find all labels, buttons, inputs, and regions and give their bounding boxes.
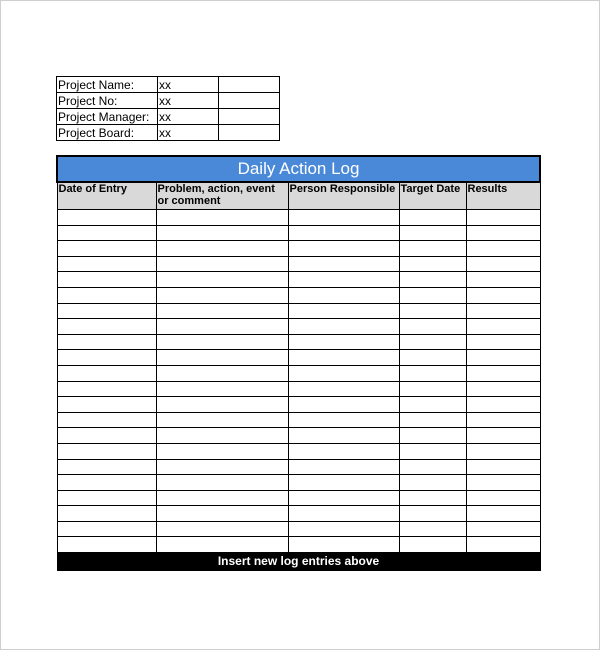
log-entry-cell[interactable] — [156, 397, 288, 413]
log-entry-cell[interactable] — [57, 521, 156, 537]
log-entry-cell[interactable] — [288, 381, 399, 397]
log-entry-cell[interactable] — [57, 256, 156, 272]
log-entry-cell[interactable] — [156, 521, 288, 537]
log-entry-cell[interactable] — [288, 272, 399, 288]
log-entry-cell[interactable] — [466, 225, 540, 241]
log-entry-row — [57, 272, 540, 288]
log-entry-cell[interactable] — [156, 475, 288, 491]
column-header-person-responsible: Person Responsible — [288, 182, 399, 210]
project-info-extra-cell[interactable] — [219, 77, 280, 93]
log-entry-row — [57, 365, 540, 381]
log-entry-cell[interactable] — [156, 319, 288, 335]
log-entry-cell[interactable] — [288, 350, 399, 366]
log-entry-cell[interactable] — [156, 225, 288, 241]
log-entry-cell[interactable] — [288, 365, 399, 381]
log-entry-cell[interactable] — [156, 537, 288, 553]
log-entry-cell[interactable] — [288, 334, 399, 350]
log-entry-row — [57, 521, 540, 537]
log-entry-cell[interactable] — [156, 272, 288, 288]
log-entry-cell[interactable] — [57, 319, 156, 335]
log-entry-row — [57, 241, 540, 257]
log-entry-cell[interactable] — [399, 506, 466, 522]
log-entry-cell[interactable] — [57, 428, 156, 444]
log-entry-cell[interactable] — [288, 225, 399, 241]
log-entry-cell[interactable] — [57, 459, 156, 475]
log-entry-cell[interactable] — [466, 537, 540, 553]
log-entry-cell[interactable] — [57, 350, 156, 366]
log-entry-cell[interactable] — [288, 443, 399, 459]
log-entry-cell[interactable] — [156, 287, 288, 303]
project-info-row — [57, 77, 280, 93]
column-header-results: Results — [466, 182, 540, 210]
log-entry-cell[interactable] — [466, 350, 540, 366]
log-entry-row — [57, 256, 540, 272]
log-entry-cell[interactable] — [156, 256, 288, 272]
log-entry-row — [57, 210, 540, 226]
log-entry-cell[interactable] — [399, 459, 466, 475]
log-entry-cell[interactable] — [288, 287, 399, 303]
project-info-table — [56, 76, 280, 141]
log-entry-cell[interactable] — [288, 319, 399, 335]
log-entry-row — [57, 443, 540, 459]
log-entry-row — [57, 287, 540, 303]
log-title: Daily Action Log — [57, 156, 540, 182]
log-entry-cell[interactable] — [288, 490, 399, 506]
log-entry-cell[interactable] — [156, 381, 288, 397]
log-entry-cell[interactable] — [399, 412, 466, 428]
log-entry-cell[interactable] — [466, 428, 540, 444]
log-table — [56, 155, 541, 571]
log-entry-cell[interactable] — [466, 210, 540, 226]
log-entry-cell[interactable] — [399, 256, 466, 272]
log-entry-cell[interactable] — [156, 303, 288, 319]
log-entry-cell[interactable] — [57, 334, 156, 350]
project-info-label: Project No: — [57, 93, 158, 109]
log-entry-cell[interactable] — [156, 490, 288, 506]
project-info-value[interactable]: xx — [158, 109, 219, 125]
log-entry-cell[interactable] — [466, 334, 540, 350]
log-entry-row — [57, 225, 540, 241]
project-info-label: Project Board: — [57, 125, 158, 141]
log-entry-cell[interactable] — [399, 490, 466, 506]
log-entry-cell[interactable] — [399, 350, 466, 366]
log-entry-row — [57, 475, 540, 491]
log-entry-cell[interactable] — [57, 506, 156, 522]
log-entry-cell[interactable] — [57, 412, 156, 428]
log-entry-cell[interactable] — [288, 303, 399, 319]
log-entry-row — [57, 319, 540, 335]
log-entry-cell[interactable] — [156, 443, 288, 459]
log-entry-row — [57, 350, 540, 366]
log-entry-cell[interactable] — [57, 365, 156, 381]
log-entry-cell[interactable] — [156, 334, 288, 350]
log-entry-cell[interactable] — [466, 521, 540, 537]
log-entry-cell[interactable] — [156, 459, 288, 475]
log-entry-cell[interactable] — [288, 412, 399, 428]
log-entry-cell[interactable] — [399, 334, 466, 350]
project-info-value[interactable]: xx — [158, 125, 219, 141]
log-entry-cell[interactable] — [57, 225, 156, 241]
log-entry-cell[interactable] — [156, 350, 288, 366]
log-entry-row — [57, 412, 540, 428]
log-entry-cell[interactable] — [466, 490, 540, 506]
column-header-problem: Problem, action, event or comment — [156, 182, 288, 210]
log-entry-cell[interactable] — [156, 412, 288, 428]
log-entry-row — [57, 490, 540, 506]
log-entry-cell[interactable] — [466, 443, 540, 459]
project-info-value[interactable]: xx — [158, 93, 219, 109]
log-entry-cell[interactable] — [466, 365, 540, 381]
log-entry-cell[interactable] — [57, 287, 156, 303]
log-entry-cell[interactable] — [57, 397, 156, 413]
log-entry-cell[interactable] — [156, 241, 288, 257]
column-header-target-date: Target Date — [399, 182, 466, 210]
project-info-row — [57, 125, 280, 141]
log-header-row — [57, 182, 540, 210]
project-info-extra-cell[interactable] — [219, 93, 280, 109]
log-entry-cell[interactable] — [466, 475, 540, 491]
log-entry-cell[interactable] — [466, 319, 540, 335]
log-entry-cell[interactable] — [288, 428, 399, 444]
log-entry-cell[interactable] — [156, 428, 288, 444]
log-entry-cell[interactable] — [399, 319, 466, 335]
project-info-label: Project Manager: — [57, 109, 158, 125]
log-entry-row — [57, 428, 540, 444]
log-entry-cell[interactable] — [288, 521, 399, 537]
project-info-value[interactable]: xx — [158, 77, 219, 93]
project-info-label: Project Name: — [57, 77, 158, 93]
log-entry-cell[interactable] — [156, 365, 288, 381]
log-entry-cell[interactable] — [466, 287, 540, 303]
log-entry-cell[interactable] — [466, 397, 540, 413]
daily-action-log — [56, 155, 539, 571]
log-entry-cell[interactable] — [57, 272, 156, 288]
log-entry-cell[interactable] — [288, 459, 399, 475]
log-entry-cell[interactable] — [466, 256, 540, 272]
log-entry-cell[interactable] — [399, 521, 466, 537]
log-entry-cell[interactable] — [288, 475, 399, 491]
log-entry-cell[interactable] — [399, 210, 466, 226]
log-entry-cell[interactable] — [399, 537, 466, 553]
log-entry-cell[interactable] — [466, 241, 540, 257]
project-info-extra-cell[interactable] — [219, 109, 280, 125]
column-header-date-of-entry: Date of Entry — [57, 182, 156, 210]
log-entry-cell[interactable] — [399, 443, 466, 459]
log-entry-row — [57, 459, 540, 475]
log-entry-cell[interactable] — [399, 428, 466, 444]
log-entry-cell[interactable] — [466, 381, 540, 397]
log-entry-cell[interactable] — [57, 537, 156, 553]
log-entry-cell[interactable] — [288, 210, 399, 226]
log-entry-cell[interactable] — [57, 303, 156, 319]
log-entry-cell[interactable] — [57, 475, 156, 491]
log-entry-cell[interactable] — [57, 443, 156, 459]
log-entry-row — [57, 334, 540, 350]
log-entry-cell[interactable] — [399, 365, 466, 381]
project-info-row — [57, 93, 280, 109]
log-entry-cell[interactable] — [57, 381, 156, 397]
log-entry-cell[interactable] — [466, 459, 540, 475]
log-entry-cell[interactable] — [399, 272, 466, 288]
log-entry-cell[interactable] — [288, 241, 399, 257]
log-entry-cell[interactable] — [466, 272, 540, 288]
project-info-row — [57, 109, 280, 125]
log-entry-cell[interactable] — [288, 256, 399, 272]
log-entry-cell[interactable] — [288, 506, 399, 522]
log-footer: Insert new log entries above — [57, 553, 540, 571]
log-entry-cell[interactable] — [466, 506, 540, 522]
log-entry-cell[interactable] — [399, 241, 466, 257]
log-entry-cell[interactable] — [399, 303, 466, 319]
log-entry-row — [57, 506, 540, 522]
log-entry-row — [57, 537, 540, 553]
log-entry-row — [57, 303, 540, 319]
log-entry-cell[interactable] — [399, 225, 466, 241]
log-entry-cell[interactable] — [399, 397, 466, 413]
log-entry-row — [57, 397, 540, 413]
log-entry-cell[interactable] — [156, 506, 288, 522]
log-entry-cell[interactable] — [399, 287, 466, 303]
log-entry-cell[interactable] — [288, 537, 399, 553]
log-entry-cell[interactable] — [466, 303, 540, 319]
log-entry-cell[interactable] — [466, 412, 540, 428]
log-entry-cell[interactable] — [288, 397, 399, 413]
log-entry-cell[interactable] — [57, 210, 156, 226]
log-entry-cell[interactable] — [156, 210, 288, 226]
log-entry-row — [57, 381, 540, 397]
log-entry-cell[interactable] — [57, 241, 156, 257]
log-entry-cell[interactable] — [399, 381, 466, 397]
log-entry-cell[interactable] — [57, 490, 156, 506]
log-entry-cell[interactable] — [399, 475, 466, 491]
project-info-extra-cell[interactable] — [219, 125, 280, 141]
